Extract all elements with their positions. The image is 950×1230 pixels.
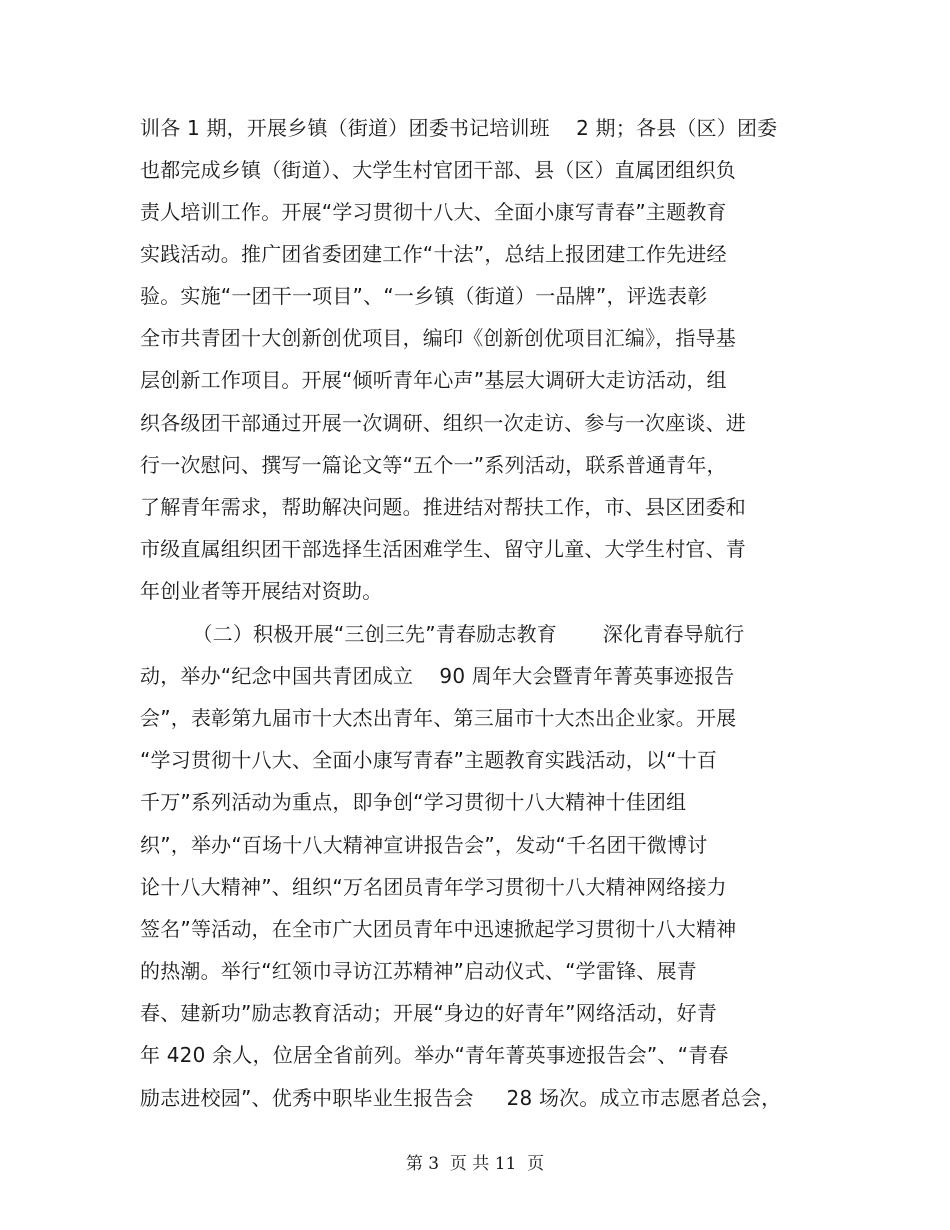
text-line: 行一次慰问、撰写一篇论文等“五个一”系列活动，联系普通青年， [140,453,727,477]
text-line: 年 420 余人，位居全省前列。举办“青年菁英事迹报告会”、“青春 [140,1043,729,1067]
text-line: 签名”等活动，在全市广大团员青年中迅速掀起学习贯彻十八大精神 [140,917,737,941]
text-line: “学习贯彻十八大、全面小康写青春”主题教育实践活动，以“十百 [140,748,718,772]
section-heading-line: （二）积极开展“三创三先”青春励志教育 深化青春导航行 [140,622,745,646]
text-line: 织各级团干部通过开展一次调研、组织一次走访、参与一次座谈、进 [140,411,746,435]
text-line: 市级直属组织团干部选择生活困难学生、留守儿童、大学生村官、青 [140,537,746,561]
text-line: 实践活动。推广团省委团建工作“十法”，总结上报团建工作先进经 [140,242,727,266]
text-line: 千万”系列活动为重点，即争创“学习贯彻十八大精神十佳团组 [140,790,687,814]
text-line: 责人培训工作。开展“学习贯彻十八大、全面小康写青春”主题教育 [140,200,727,224]
text-line: 验。实施“一团干一项目”、“一乡镇（街道）一品牌”，评选表彰 [140,284,708,308]
text-line: 会”，表彰第九届市十大杰出青年、第三届市十大杰出企业家。开展 [140,706,737,730]
text-line: 也都完成乡镇（街道）、大学生村官团干部、县（区）直属团组织负 [140,158,736,182]
text-line: 的热潮。举行“红领巾寻访江苏精神”启动仪式、“学雷锋、展青 [140,959,697,983]
text-line: 织”，举办“百场十八大精神宣讲报告会”，发动“千名团干微博讨 [140,833,708,857]
text-line: 训各 1 期，开展乡镇（街道）团委书记培训班 2 期；各县（区）团委 [140,116,778,140]
text-line: 年创业者等开展结对资助。 [140,579,383,603]
page-number-footer: 第 3 页 共 11 页 [405,1154,545,1174]
text-line: 励志进校园”、优秀中职毕业生报告会 28 场次。成立市志愿者总会， [140,1086,782,1110]
text-line: 层创新工作项目。开展“倾听青年心声”基层大调研大走访活动，组 [140,368,727,392]
text-line: 全市共青团十大创新创优项目，编印《创新创优项目汇编》，指导基 [140,326,736,350]
text-line: 动，举办“纪念中国共青团成立 90 周年大会暨青年菁英事迹报告 [140,664,735,688]
text-line: 论十八大精神”、组织“万名团员青年学习贯彻十八大精神网络接力 [140,875,727,899]
text-line: 了解青年需求，帮助解决问题。推进结对帮扶工作，市、县区团委和 [140,495,746,519]
text-line: 春、建新功”励志教育活动；开展“身边的好青年”网络活动，好青 [140,1001,718,1025]
